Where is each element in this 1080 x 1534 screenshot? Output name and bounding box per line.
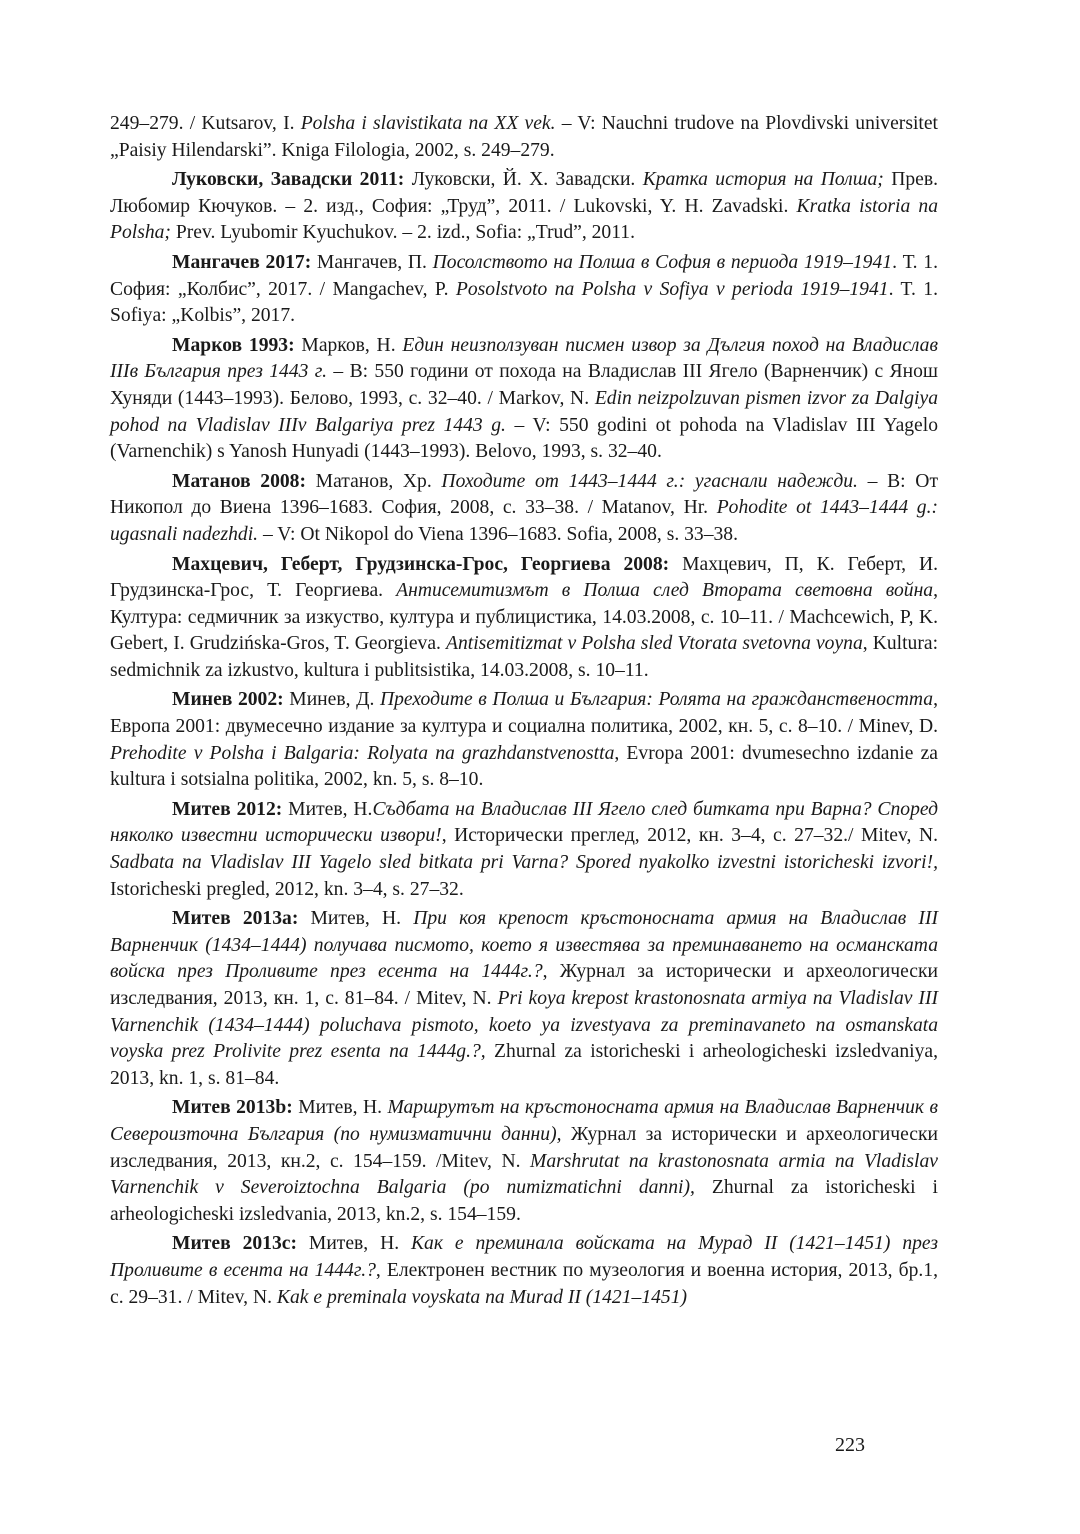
entry-key: Марков 1993: (172, 334, 295, 356)
citation-text: , Исторически преглед, 2012, кн. 3–4, с. 27–32./ Mitev, N. (441, 825, 938, 847)
citation-text: Мангачев, П. (311, 251, 433, 273)
bibliography-entry (110, 333, 938, 466)
italic-title-text: Походите от 1443–1444 г.: угаснали надежди. (441, 470, 858, 492)
bibliography-entry (110, 167, 938, 247)
citation-text: Журнал за исторически и археологически изследвания, 2013, кн.2, с. 154–159. /Mitev, N. (110, 1123, 938, 1172)
citation-text: 249–279. / Kutsarov, I. (110, 113, 301, 134)
citation-text: Митев, Н. (282, 798, 373, 820)
entry-key: Митев 2013a: (172, 908, 299, 930)
italic-title-text: При коя крепост кръстоносната армия на Владислав III Варненчик (1434–1444) получава писмото, което я известява за преминаването на османската войска през Проливите през есента на 1444г.? (110, 908, 939, 983)
bibliography-entry (110, 250, 938, 330)
citation-text: , Журнал за исторически и археологически изследвания, 2013, кн. 1, с. 81–84. / Mitev, N. (110, 961, 938, 1009)
citation-text: . T. 1. Sofiya: „Kolbis”, 2017. (110, 278, 938, 327)
citation-text: Митев, Н. (297, 1233, 412, 1255)
entry-key: Махцевич, Геберт, Грудзинска-Грос, Георгиева 2008: (172, 553, 670, 575)
entry-key: Митев 2012: (172, 798, 283, 820)
entry-key: Митев 2013b: (172, 1097, 293, 1119)
italic-title-text: Съдбата на Владислав III Ягело след битката при Варна? Според няколко известни исторически извори! (110, 798, 939, 847)
citation-text: Zhurnal za istoricheski i arheologicheski izsledvaniya, 2013, kn. 1, s. 81–84. (110, 1041, 939, 1089)
italic-title-text: Pri koya krepost krastonosnata armiya na Vladislav III Varnenchik (1434–1444) poluchava pismoto, koeto ya izvestyava za preminavaneto na osmanskata voyska prez Prolivite prez esenta na 1444g.?, (110, 988, 938, 1063)
italic-title-text: Sadbata na Vladislav III Yagelo sled bitkata pri Varna? Spored nyakolko izvestni istoricheski izvori!, (110, 852, 938, 874)
italic-title-text: Антисемитизмът в Полша след Втората световна война (396, 580, 934, 602)
continuation-paragraph (110, 111, 938, 164)
citation-text: Prev. Lyubomir Kyuchukov. – 2. izd., Sofia: „Trud”, 2011. (170, 222, 635, 244)
citation-text: Прев. Любомир Кючуков. – 2. изд., София: „Труд”, 2011. / Lukovski, Y. H. Zavadski. (110, 169, 938, 217)
citation-text: Минев, Д. (283, 689, 380, 711)
citation-text: , Култура: седмичник за изкуство, култура и публицистика, 14.03.2008, с. 10–11. / Machcewich, P, K. Gebert, I. Grudzińska-Gros, T. Georgieva. (110, 580, 938, 655)
entry-key: Минев 2002: (172, 689, 284, 711)
italic-title-text: Кратка история на Полша; (642, 169, 884, 191)
entry-key: Митев 2013c: (172, 1233, 297, 1255)
italic-title-text: Посолството на Полша в София в периода 1919–1941 (432, 251, 893, 273)
citation-text: Матанов, Хр. (306, 470, 442, 492)
italic-title-text: Маршрутът на кръстоносната армия на Владислав Варненчик в Североизточна България (по нумизматични данни), (110, 1097, 939, 1145)
citation-text: Махцевич, П, К. Геберт, И. Грудзинска-Грос, Т. Георгиева. (110, 553, 938, 602)
citation-text: – V: 550 godini ot pohoda na Vladislav III Yagelo (Varnenchik) s Yanosh Hunyadi (1443–1993). Belovo, 1993, s. 32–40. (110, 414, 938, 463)
bibliography-entry (110, 1095, 938, 1228)
citation-text: Марков, Н. (294, 334, 403, 356)
citation-text: Митев, Н. (298, 908, 414, 930)
italic-title-text: Kratka istoria na Polsha; (110, 195, 938, 244)
italic-title-text: Как е преминала войската на Мурад II (1421–1451) през Проливите в есента на 1444г.? (110, 1233, 938, 1281)
citation-text: , Kultura: sedmichnik za izkustvo, kultura i publitsistika, 14.03.2008, s. 10–11. (110, 633, 939, 681)
italic-title-text: Edin neizpolzuvan pismen izvor za Dalgiya pohod na Vladislav IIIv Balgariya prez 1443 g. (110, 387, 938, 436)
citation-text: Митев, Н. (292, 1097, 388, 1119)
bibliography-entry (110, 1231, 938, 1311)
citation-text: – В: От Никопол до Виена 1396–1683. София, 2008, с. 33–38. / Matanov, Hr. (110, 470, 939, 519)
bibliography-entry (110, 469, 938, 549)
citation-text: Zhurnal za istoricheski i arheologicheski izsledvania, 2013, kn.2, s. 154–159. (110, 1177, 938, 1225)
citation-text: – V: Nauchni trudove na Plovdivski universitet „Paisiy Hilendarski”. Kniga Filologia, 2002, s. 249–279. (110, 113, 938, 161)
citation-text: Луковски, Й. Х. Завадски. (404, 169, 643, 191)
citation-text: , Европа 2001: двумесечно издание за култура и социална политика, 2002, кн. 5, с. 8–10. / Minev, D. (110, 689, 938, 738)
entry-key: Луковски, Завадски 2011: (172, 169, 405, 191)
italic-title-text: Posolstvoto na Polsha v Sofiya v perioda 1919–1941 (455, 278, 889, 300)
citation-text: , Evropa 2001: dvumesechno izdanie za kultura i sotsialna politika, 2002, kn. 5, s. 8–10. (110, 742, 938, 791)
citation-text: – V: Ot Nikopol do Viena 1396–1683. Sofia, 2008, s. 33–38. (258, 523, 738, 545)
italic-title-text: Marshrutat na krastonosnata armia na Vladislav Varnenchik v Severoiztochna Balgaria (po numizmatichni danni), (110, 1150, 938, 1199)
bibliography-text (110, 111, 938, 1314)
italic-title-text: Antisemitizmat v Polsha sled Vtorata svetovna voyna (446, 633, 863, 655)
citation-text: – В: 550 години от похода на Владислав III Ягело (Варненчик) с Янош Хуняди (1443–1993). Белово, 1993, с. 32–40. / Markov, N. (110, 361, 938, 409)
bibliography-entry (110, 687, 938, 793)
italic-title-text: Един неизползуван писмен извор за Дългия поход на Владислав IIIв България през 1443 г. (110, 334, 938, 383)
citation-text: Istoricheski pregled, 2012, kn. 3–4, s. 27–32. (110, 878, 464, 900)
bibliography-entry (110, 906, 938, 1092)
italic-title-text: Prehodite v Polsha i Balgaria: Rolyata na grazhdanstvenostta (110, 742, 615, 764)
entry-key: Мангачев 2017: (172, 251, 312, 273)
italic-title-text: Kak e preminala voyskata na Murad II (1421–1451) (276, 1286, 688, 1308)
entry-key: Матанов 2008: (172, 470, 307, 492)
italic-title-text: Pohodite ot 1443–1444 g.: ugasnali nadezhdi. (110, 497, 938, 545)
bibliography-entry (110, 797, 938, 903)
page-number: 223 (835, 1434, 865, 1456)
bibliography-entries (110, 167, 938, 1311)
citation-text: . Т. 1. София: „Колбис”, 2017. / Mangachev, P. (110, 251, 938, 300)
citation-text: , Електронен вестник по музеология и военна история, 2013, бр.1, с. 29–31. / Mitev, N. (110, 1259, 938, 1308)
italic-title-text: Polsha i slavistikata na XX vek. (300, 113, 556, 134)
bibliography-entry (110, 552, 938, 685)
italic-title-text: Преходите в Полша и България: Ролята на гражданствеността (379, 689, 934, 711)
